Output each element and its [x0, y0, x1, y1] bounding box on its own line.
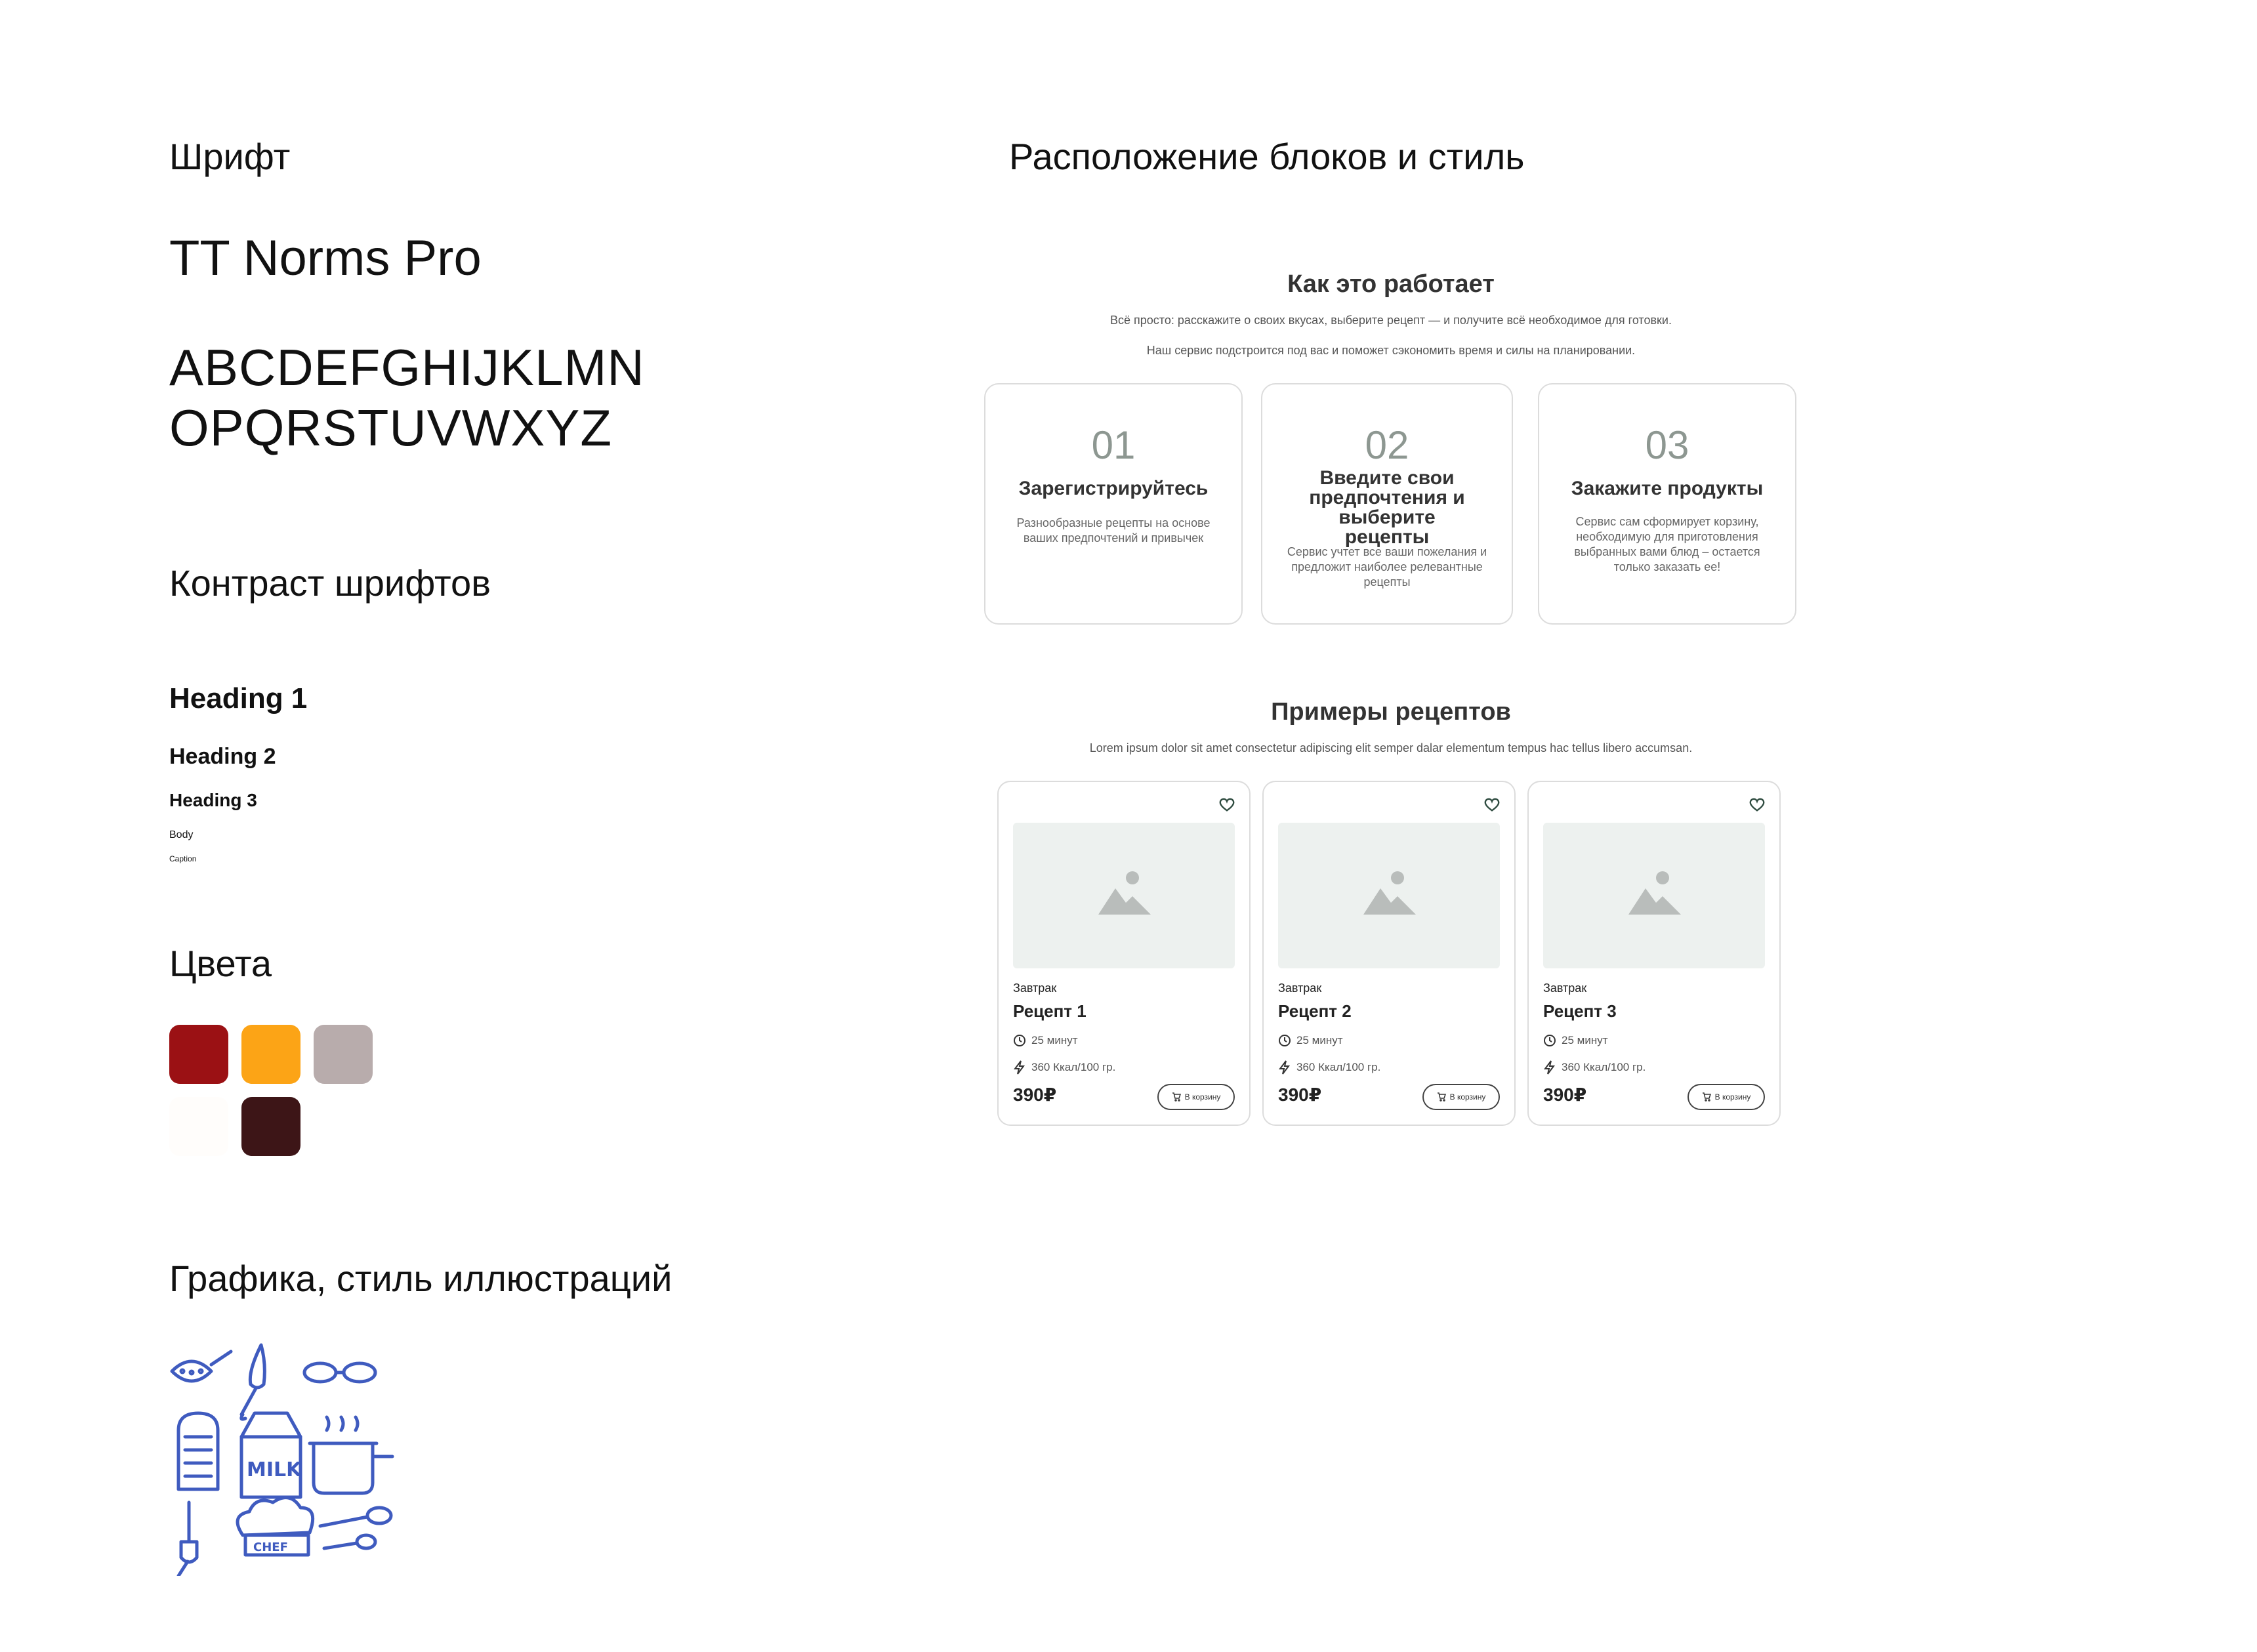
image-placeholder-icon — [1628, 867, 1681, 915]
type-heading-1: Heading 1 — [169, 682, 308, 714]
cart-icon — [1437, 1092, 1446, 1102]
add-to-cart-button[interactable]: В корзину — [1688, 1084, 1765, 1110]
recipe-price: 390₽ — [1278, 1084, 1322, 1105]
step-description: Сервис учтет все ваши пожелания и предложит наиболее релевантные рецепты — [1287, 545, 1487, 589]
recipe-category: Завтрак — [1278, 981, 1322, 995]
image-placeholder-icon — [1098, 867, 1151, 915]
how-it-works-title: Как это работает — [1287, 270, 1495, 298]
graphics-section-heading: Графика, стиль иллюстраций — [169, 1258, 673, 1299]
type-body: Body — [169, 829, 194, 840]
goggles-icon — [304, 1363, 375, 1382]
colors-section-heading: Цвета — [169, 943, 272, 984]
layout-section-heading: Расположение блоков и стиль — [1009, 136, 1525, 177]
heart-icon[interactable] — [1218, 795, 1236, 814]
font-name: TT Norms Pro — [169, 230, 482, 286]
recipe-kcal: 360 Ккал/100 гр. — [1013, 1060, 1115, 1075]
pot-icon — [310, 1417, 392, 1493]
add-to-cart-button[interactable]: В корзину — [1422, 1084, 1500, 1110]
type-heading-2: Heading 2 — [169, 744, 276, 769]
type-heading-3: Heading 3 — [169, 790, 257, 810]
heart-icon[interactable] — [1748, 795, 1766, 814]
step-card-1 — [984, 383, 1243, 625]
step-description: Разнообразные рецепты на основе ваших предпочтений и привычек — [1016, 516, 1211, 545]
recipe-kcal: 360 Ккал/100 гр. — [1543, 1060, 1646, 1075]
recipe-card-1[interactable] — [997, 781, 1251, 1126]
recipe-price: 390₽ — [1543, 1084, 1587, 1105]
clock-icon — [1543, 1034, 1556, 1047]
cart-icon — [1172, 1092, 1181, 1102]
recipe-name: Рецепт 3 — [1543, 1001, 1617, 1021]
recipe-card-2[interactable] — [1262, 781, 1516, 1126]
recipe-kcal: 360 Ккал/100 гр. — [1278, 1060, 1380, 1075]
svg-text:MILK: MILK — [247, 1458, 302, 1481]
recipe-image-placeholder — [1543, 823, 1765, 968]
alphabet-line-2: OPQRSTUVWXYZ — [169, 399, 613, 457]
measuring-spoons-icon — [320, 1508, 391, 1548]
lightning-icon — [1543, 1060, 1556, 1075]
svg-text:CHEF: CHEF — [253, 1540, 288, 1554]
type-caption: Caption — [169, 854, 197, 863]
step-title: Введите свои предпочтения и выберите рецепты — [1309, 467, 1465, 548]
recipe-time: 25 минут — [1543, 1034, 1608, 1047]
recipe-image-placeholder — [1013, 823, 1235, 968]
step-number: 03 — [1645, 423, 1689, 467]
step-title: Закажите продукты — [1571, 478, 1764, 499]
chef-hat-icon — [238, 1498, 313, 1555]
lightning-icon — [1278, 1060, 1291, 1075]
clock-icon — [1278, 1034, 1291, 1047]
step-card-3 — [1538, 383, 1796, 625]
color-swatch-grey — [314, 1025, 373, 1084]
recipe-name: Рецепт 1 — [1013, 1001, 1087, 1021]
illustration-pattern — [169, 1338, 396, 1576]
add-to-cart-button[interactable]: В корзину — [1157, 1084, 1235, 1110]
cart-icon — [1702, 1092, 1711, 1102]
spatula-icon — [178, 1502, 197, 1576]
step-description: Сервис сам сформирует корзину, необходимую для приготовления выбранных вами блюд – остается только заказать ее! — [1574, 515, 1760, 573]
how-it-works-subtitle-1: Всё просто: расскажите о своих вкусах, выберите рецепт — и получите всё необходимое для готовки. — [1110, 314, 1672, 327]
milk-carton-icon — [241, 1413, 302, 1497]
color-swatch-red — [169, 1025, 228, 1084]
image-placeholder-icon — [1363, 867, 1416, 915]
recipe-category: Завтрак — [1013, 981, 1057, 995]
recipe-price: 390₽ — [1013, 1084, 1057, 1105]
color-swatch-dark-brown — [241, 1097, 300, 1156]
heart-icon[interactable] — [1483, 795, 1501, 814]
step-card-2 — [1261, 383, 1513, 625]
recipe-time: 25 минут — [1278, 1034, 1343, 1047]
contrast-section-heading: Контраст шрифтов — [169, 562, 491, 604]
recipe-image-placeholder — [1278, 823, 1500, 968]
lightning-icon — [1013, 1060, 1026, 1075]
recipe-time: 25 минут — [1013, 1034, 1078, 1047]
recipe-category: Завтрак — [1543, 981, 1587, 995]
recipe-name: Рецепт 2 — [1278, 1001, 1352, 1021]
whisk-icon — [241, 1345, 265, 1419]
strainer-icon — [172, 1352, 231, 1381]
recipe-examples-subtitle: Lorem ipsum dolor sit amet consectetur adipiscing elit semper dalar elementum tempus hac tellus libero accumsan. — [1089, 741, 1693, 754]
color-swatch-white — [169, 1097, 228, 1156]
how-it-works-subtitle-2: Наш сервис подстроится под вас и поможет сэкономить время и силы на планировании. — [1146, 344, 1636, 357]
grater-icon — [178, 1413, 218, 1489]
recipe-card-3[interactable] — [1527, 781, 1781, 1126]
step-number: 01 — [1091, 423, 1136, 467]
recipe-examples-title: Примеры рецептов — [1271, 698, 1511, 726]
color-swatch-orange — [241, 1025, 300, 1084]
clock-icon — [1013, 1034, 1026, 1047]
step-number: 02 — [1365, 423, 1409, 467]
alphabet-line-1: ABCDEFGHIJKLMN — [169, 339, 645, 396]
step-title: Зарегистрируйтесь — [1018, 478, 1209, 499]
font-section-heading: Шрифт — [169, 136, 291, 177]
